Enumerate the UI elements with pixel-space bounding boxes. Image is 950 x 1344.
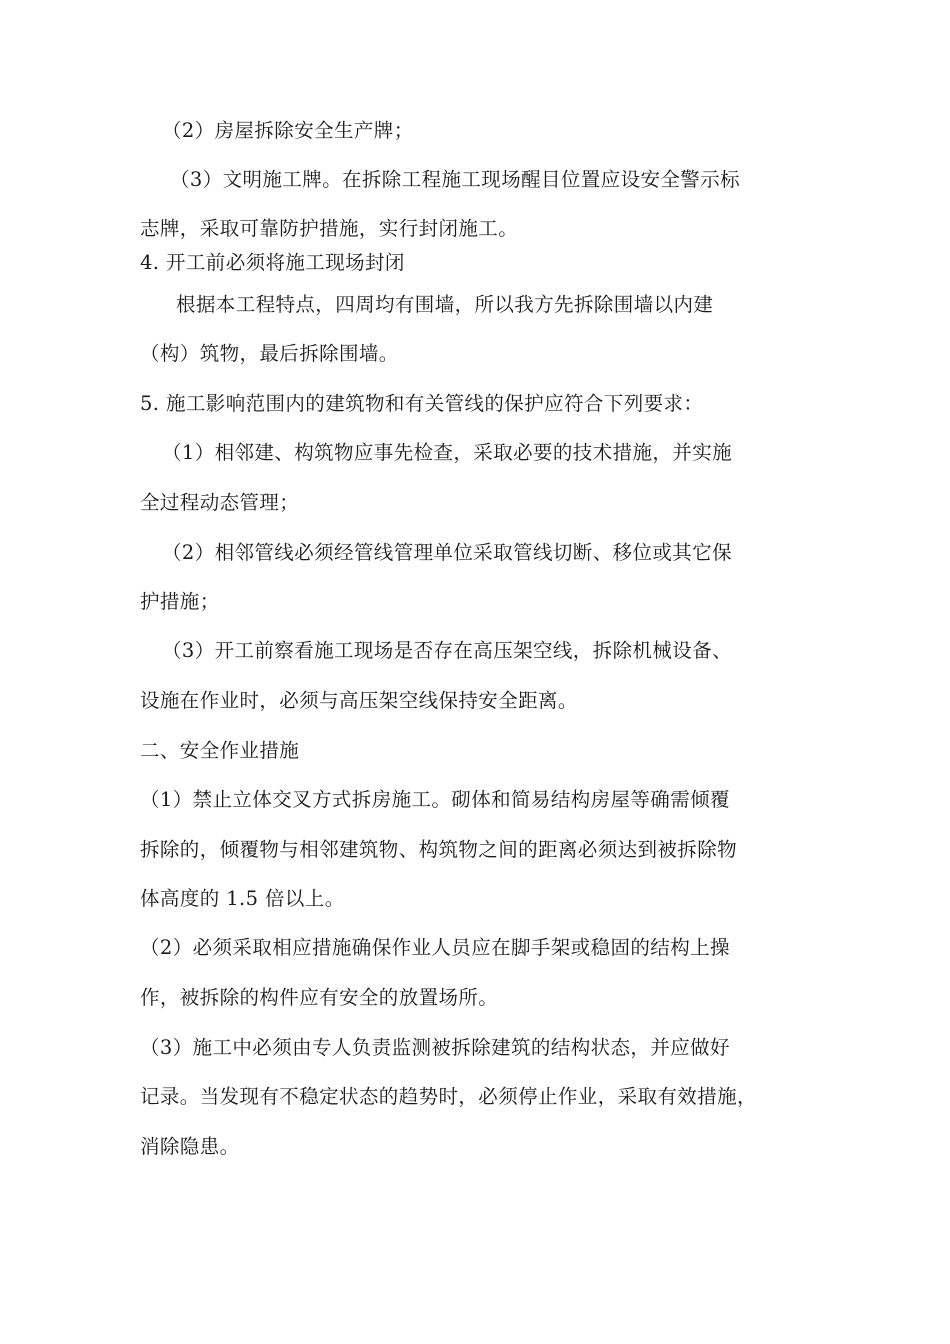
text-line: 体高度的 1.5 倍以上。 (140, 887, 345, 910)
text-line: （3）施工中必须由专人负责监测被拆除建筑的结构状态，并应做好 (140, 1036, 730, 1059)
text-line: （1）相邻建、构筑物应事先检查，采取必要的技术措施，并实施 (162, 441, 733, 464)
text-line: 设施在作业时，必须与高压架空线保持安全距离。 (140, 689, 578, 712)
text-line: （构）筑物，最后拆除围墙。 (140, 342, 399, 365)
text-line: （2）必须采取相应措施确保作业人员应在脚手架或稳固的结构上操 (140, 936, 730, 959)
text-line: （3）开工前察看施工现场是否存在高压架空线，拆除机械设备、 (162, 639, 733, 662)
text-line: 消除隐患。 (140, 1135, 240, 1158)
section-heading: 4. 开工前必须将施工现场封闭 (140, 251, 405, 274)
section-heading: 二、安全作业措施 (140, 739, 300, 762)
text-line: 志牌，采取可靠防护措施，实行封闭施工。 (140, 217, 519, 240)
text-line: （3）文明施工牌。在拆除工程施工现场醒目位置应设安全警示标 (170, 168, 741, 191)
text-line: （1）禁止立体交叉方式拆房施工。砌体和简易结构房屋等确需倾覆 (140, 788, 730, 811)
section-heading: 5. 施工影响范围内的建筑物和有关管线的保护应符合下列要求： (140, 392, 704, 415)
text-line: （2）房屋拆除安全生产牌； (162, 119, 414, 142)
text-line: （2）相邻管线必须经管线管理单位采取管线切断、移位或其它保 (162, 541, 733, 564)
text-line: 护措施； (140, 590, 220, 613)
text-line: 全过程动态管理； (140, 491, 300, 514)
text-line: 作，被拆除的构件应有安全的放置场所。 (140, 986, 499, 1009)
text-line: 拆除的，倾覆物与相邻建筑物、构筑物之间的距离必须达到被拆除物 (140, 838, 738, 861)
text-line: 记录。当发现有不稳定状态的趋势时，必须停止作业，采取有效措施， (140, 1085, 757, 1108)
text-line: 根据本工程特点，四周均有围墙，所以我方先拆除围墙以内建 (176, 293, 714, 316)
